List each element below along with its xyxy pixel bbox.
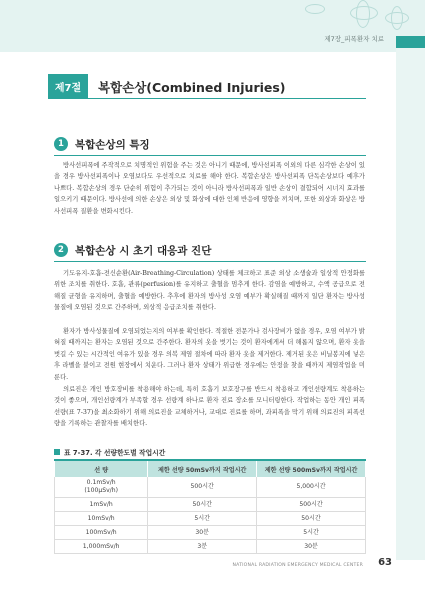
table-header-cell: 제한 선량 50mSv까지 작업시간	[148, 460, 257, 477]
header-band	[0, 0, 425, 52]
body-paragraph: 환자가 방사성물질에 오염되었는지의 여부를 확인한다. 적절한 전문가나 검사장비가 없을 경우, 오염 여부가 밝혀질 때까지는 환자는 오염된 것으로 간주한다. 환자의 옷을 벗기는 것이 환자에게서 더 해롭지 않으며, 환자 옷을 벗길 수 있는 시간적인 여유가 있을 경우 의복 제염 절차에 따라 환자 옷을 제거한다. 제거된 옷은 비닐봉지에 넣은 후 라벨을 붙이고 전원 현장에서 치운다. 그러나 환자 상태가 위급한 경우에는 안정을 찾을 때까지 제염작업을 미룬다.	[54, 328, 365, 381]
chapter-title: 복합손상(Combined Injuries)	[98, 80, 286, 95]
table-row	[55, 477, 366, 498]
table-cell: 5시간	[257, 526, 366, 540]
table-cell: 1mSv/h	[55, 498, 148, 512]
table-cell: 50시간	[148, 498, 257, 512]
chapter-heading	[48, 74, 366, 99]
section-title: 복합손상 시 초기 대응과 진단	[75, 244, 212, 257]
running-header: 제7장_피폭환자 치료	[324, 35, 384, 43]
section-heading	[54, 242, 211, 258]
chapter-tab-marker	[396, 36, 425, 48]
chapter-badge: 제7절	[48, 74, 88, 98]
body-paragraph: 방사선피폭에 주작적으로 치명적인 위험을 주는 것은 아니기 때문에, 방사선피폭 이외의 다른 심각한 손상이 있을 경우 방사선피폭이나 오염보다도 우선적으로 치료를 해야 한다. 복합손상은 방사선피폭 단독손상보다 예후가 나쁘다. 복합손상의 경우 단순히 위험이 추가되는 것이 아니라 방사선피폭과 일반 손상이 결합되어 시너지 효과를 일으키기 때문이다. 방사선에 의한 손상은 외상 및 화상에 대한 인체 반응에 영향을 끼치며, 또한 외상과 화상은 방사선피폭 질환을 변화시킨다.	[54, 162, 365, 215]
section-number-badge: 2	[54, 243, 68, 257]
section-title: 복합손상의 특징	[75, 138, 150, 151]
section-divider	[54, 155, 366, 156]
table-header-row	[55, 460, 366, 477]
body-paragraph: 기도유지-호흡-전신순환(Air-Breathing-Circulation) 상태를 체크하고 표준 외상 소생술과 일상적 안정화를 위한 조치를 취한다. 호흡, 관류(perfusion)를 유지하고 출혈을 멈추게 한다. 감염을 예방하고, 수액 공급으로 전해질 균형을 유지하며, 출혈을 예방한다. 추후에 환자의 방사성 오염 예부가 확실해질 때까지 일단 환자는 방사성물질에 오염된 것으로 간주하며, 외상적 응급조치를 취한다.	[54, 270, 365, 312]
section-number-badge: 1	[54, 137, 68, 151]
table-cell: 500시간	[148, 477, 257, 498]
table-cell: 3분	[148, 540, 257, 554]
side-decoration-strip	[396, 40, 425, 560]
table-row	[55, 512, 366, 526]
table-header-cell: 제한 선량 500mSv까지 작업시간	[257, 460, 366, 477]
dose-limit-table	[54, 459, 366, 554]
atom-decoration-icon	[356, 0, 370, 28]
section-heading	[54, 136, 150, 152]
table-row	[55, 540, 366, 554]
table-cell: 30분	[148, 526, 257, 540]
body-paragraph: 의료진은 개인 방호장비를 착용해야 하는데, 특히 호흡기 보호장구를 반드시 착용하고 개인선량계도 착용하는 것이 좋으며, 개인선량계가 부족할 경우 선량계 하나로 환자 진료 장소를 모니터링한다. 작업하는 동안 개인 피폭선량(표 7-37)을 최소화하기 위해 의료진을 교체하거나, 교대로 진료를 하며, 과피폭을 막기 위해 의료진의 피폭선량을 기록하는 관찰자를 배치한다.	[54, 386, 365, 428]
caption-square-icon	[54, 449, 60, 455]
table-caption	[54, 447, 165, 457]
table-cell: 10mSv/h	[55, 512, 148, 526]
atom-decoration-icon	[305, 4, 325, 14]
section-divider	[54, 261, 366, 262]
footer-organization: NATIONAL RADIATION EMERGENCY MEDICAL CENTER	[232, 563, 363, 568]
table-cell: 30분	[257, 540, 366, 554]
table-cell: 5시간	[148, 512, 257, 526]
table-cell: 500시간	[257, 498, 366, 512]
table-cell: 0.1mSv/h (100µSv/h)	[55, 477, 148, 498]
table-header-cell: 선 량	[55, 460, 148, 477]
page-number: 63	[378, 557, 392, 568]
table-row	[55, 498, 366, 512]
table-cell: 5,000시간	[257, 477, 366, 498]
atom-decoration-icon	[391, 6, 403, 30]
table-cell: 100mSv/h	[55, 526, 148, 540]
table-row	[55, 526, 366, 540]
table-cell: 50시간	[257, 512, 366, 526]
table-cell: 1,000mSv/h	[55, 540, 148, 554]
table-caption-text: 표 7-37. 각 선량한도별 작업시간	[64, 449, 166, 457]
